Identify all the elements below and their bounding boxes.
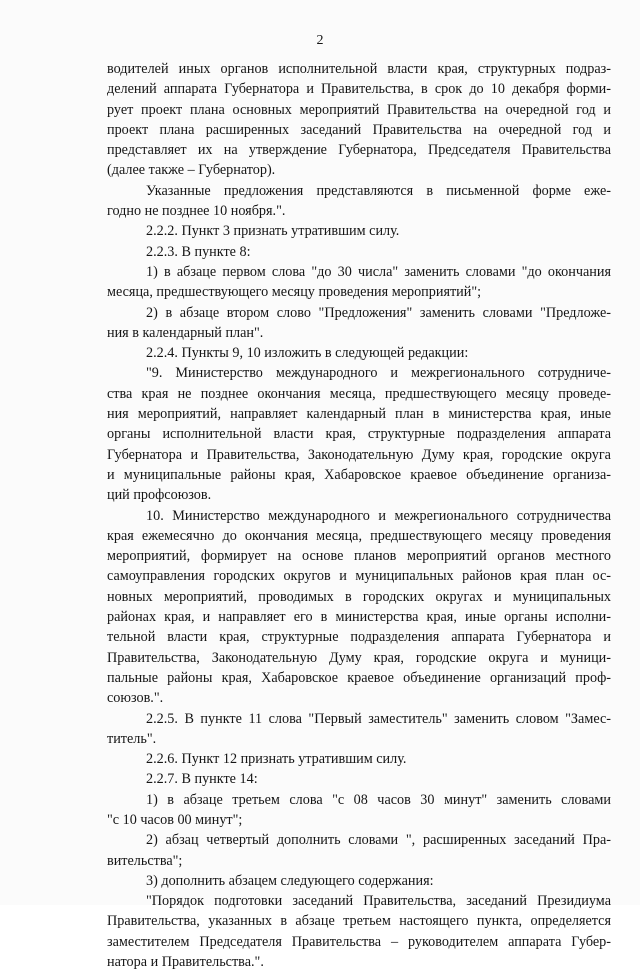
page-number: 2 (316, 33, 324, 48)
text-line: 2.2.6. Пункт 12 признать утратившим силу. (146, 751, 407, 768)
text-line: ния мероприятий, направляет календарный план в министерства края, иные (107, 406, 611, 423)
text-line: Правительства, указанных в абзаце третьем настоящего пункта, определяется (107, 913, 611, 930)
text-line: 2.2.2. Пункт 3 признать утратившим силу. (146, 223, 400, 240)
text-line: союзов.". (107, 690, 164, 707)
text-line: органы исполнительной власти края, структурные подразделения аппарата (107, 426, 611, 443)
text-line: 10. Министерство международного и межрегионального сотрудничества (146, 507, 611, 524)
text-line: титель". (107, 730, 157, 747)
text-line: пальные районы края, Хабаровское краевое объединение организаций проф- (107, 669, 611, 686)
text-line: 2.2.7. В пункте 14: (146, 771, 258, 788)
text-line: Правительства, Законодательную Думу края, городские округа и муници- (107, 649, 611, 666)
document-body (107, 59, 611, 972)
text-line: 2.2.4. Пункты 9, 10 изложить в следующей редакции: (146, 345, 469, 362)
text-line: представляет их на утверждение Губернатора, Председателя Правительства (107, 142, 611, 159)
text-line: Указанные предложения представляются в письменной форме еже- (146, 182, 611, 199)
text-line: "с 10 часов 00 минут"; (107, 811, 243, 828)
text-line: заместителем Председателя Правительства – руководителем аппарата Губер- (107, 933, 611, 950)
text-line: годно не позднее 10 ноября.". (107, 203, 286, 220)
text-line: ства края не позднее окончания месяца, предшествующего месяцу проведе- (107, 385, 611, 402)
text-line: края ежемесячно до окончания месяца, предшествующего месяцу проведения (107, 527, 611, 544)
text-line: самоуправления городских округов и муниципальных районов края план ос- (107, 568, 611, 585)
text-line: Губернатора и Правительства, Законодательную Думу края, городские округа (107, 446, 611, 463)
text-line: "9. Министерство международного и межрегионального сотрудниче- (146, 365, 611, 382)
text-line: новных мероприятий, проводимых в городских округах и муниципальных (107, 588, 611, 605)
text-line: натора и Правительства.". (107, 954, 264, 971)
text-line: районах края, и направляет его в министерства края, иные органы исполни- (107, 609, 611, 626)
text-line: 1) в абзаце третьем слова "с 08 часов 30 минут" заменить словами (146, 791, 611, 808)
text-line: проект плана расширенных заседаний Правительства на очередной год и (107, 121, 611, 138)
text-line: вительства"; (107, 852, 183, 869)
text-line: делений аппарата Губернатора и Правительства, в срок до 10 декабря форми- (107, 81, 611, 98)
text-line: и муниципальные районы края, Хабаровское краевое объединение организа- (107, 466, 611, 483)
text-line: рует проект плана основных мероприятий Правительства на очередной год и (107, 101, 611, 118)
text-line: 2) абзац четвертый дополнить словами ", расширенных заседаний Пра- (146, 832, 611, 849)
text-line: водителей иных органов исполнительной власти края, структурных подраз- (107, 61, 611, 77)
text-line: мероприятий, формирует на основе планов мероприятий органов местного (107, 548, 611, 565)
text-line: "Порядок подготовки заседаний Правительства, заседаний Президиума (146, 893, 611, 910)
text-line: 2.2.3. В пункте 8: (146, 243, 251, 260)
text-line: ния в календарный план". (107, 324, 264, 341)
text-line: 2) в абзаце втором слово "Предложения" заменить словами "Предложе- (146, 304, 611, 321)
text-line: 3) дополнить абзацем следующего содержания: (146, 872, 434, 889)
text-line: 1) в абзаце первом слова "до 30 числа" заменить словами "до окончания (146, 263, 611, 280)
text-line: месяца, предшествующего месяцу проведения мероприятий"; (107, 284, 482, 301)
text-line: 2.2.5. В пункте 11 слова "Первый заместитель" заменить словом "Замес- (146, 710, 611, 727)
text-line: (далее также – Губернатор). (107, 162, 276, 179)
text-line: ций профсоюзов. (107, 487, 212, 504)
text-line: тельной власти края, структурные подразделения аппарата Губернатора и (107, 629, 611, 646)
